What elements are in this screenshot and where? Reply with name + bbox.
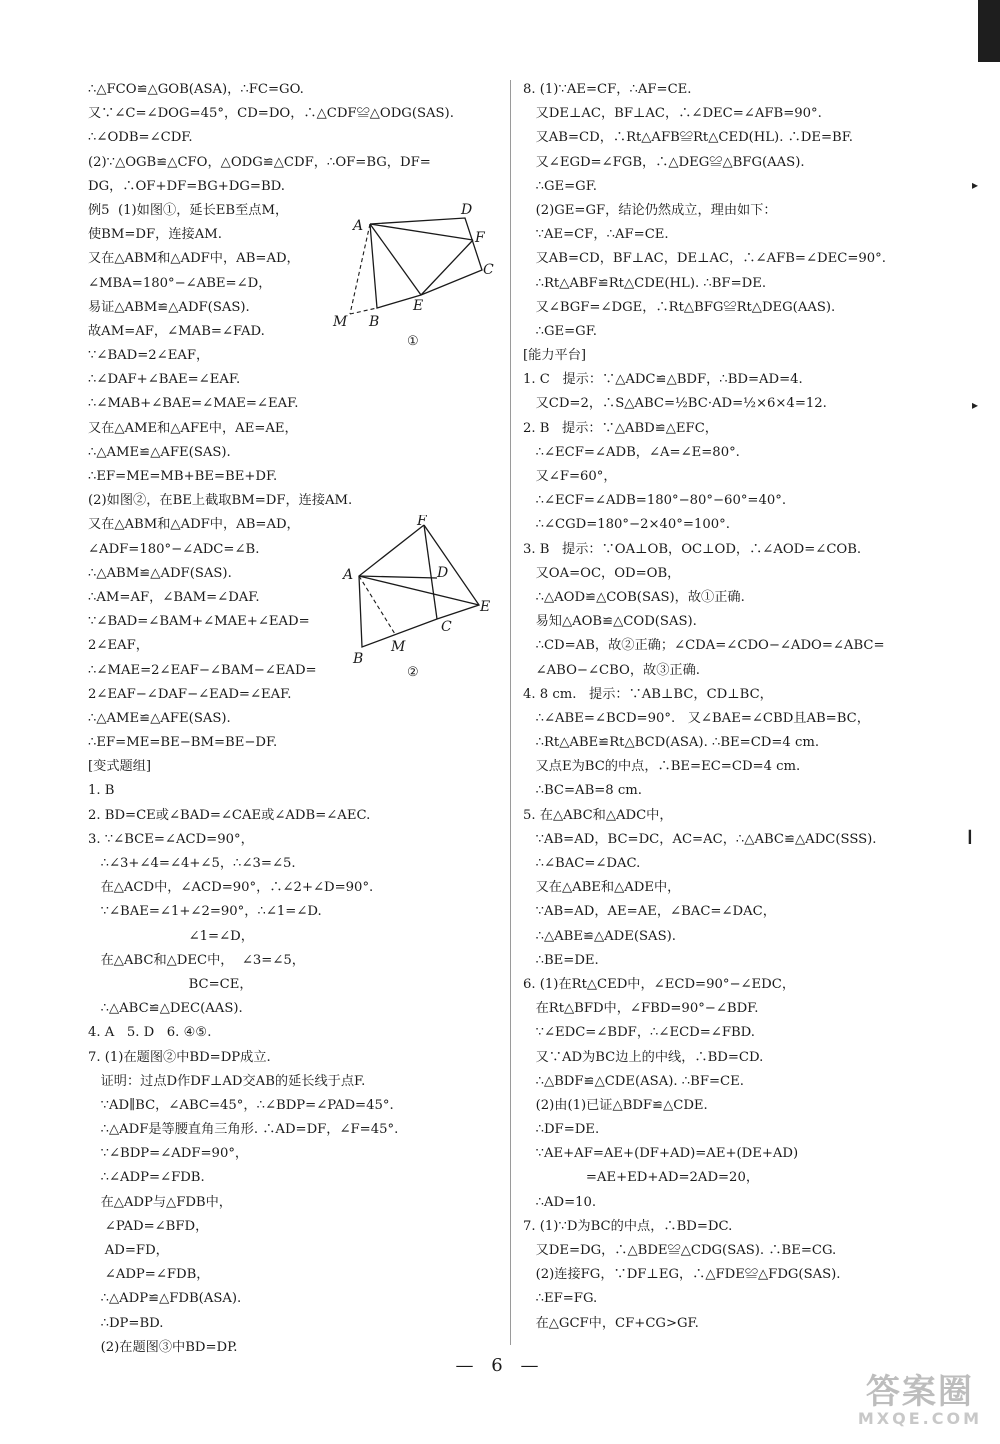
text-line: ∵AB=AD，BC=DC，AC=AC，∴△ABC≌△ADC(SSS). xyxy=(523,831,877,847)
page-number: — 6 — xyxy=(455,1355,545,1376)
text-line: 又CD=2，∴S△ABC=½BC·AD=½×6×4=12. xyxy=(523,396,827,412)
fig1-label: M xyxy=(333,314,348,330)
text-line: 又在△AME和△AFE中，AE=AE， xyxy=(88,420,298,436)
text-line: 使BM=DF，连接AM. xyxy=(88,227,222,243)
text-line: 在△ABC和△DEC中， ∠3=∠5， xyxy=(88,952,305,968)
fig1-label: B xyxy=(369,314,380,330)
text-line: 7. (1)∵D为BC的中点，∴BD=DC. xyxy=(523,1218,733,1234)
text-line: ∴EF=ME=MB+BE=BE+DF. xyxy=(88,469,278,484)
text-line: 故AM=AF，∠MAB=∠FAD. xyxy=(88,323,265,339)
text-line: 又在△ABM和△ADF中，AB=AD， xyxy=(88,517,300,533)
text-line: 2. B 提示：∵△ABD≌△EFC， xyxy=(523,420,718,436)
text-line: ∴BC=AB=8 cm. xyxy=(523,783,642,799)
text-line: 又点E为BC的中点，∴BE=EC=CD=4 cm. xyxy=(523,759,801,775)
text-line: ∴Rt△ABE≌Rt△BCD(ASA). ∴BE=CD=4 cm. xyxy=(523,735,820,751)
text-line: 4. A 5. D 6. ④⑤. xyxy=(88,1025,212,1041)
text-line: 1. C 提示：∵△ADC≌△BDF，∴BD=AD=4. xyxy=(523,372,803,388)
watermark-logo xyxy=(857,1372,982,1428)
text-line: ∴∠ECF=∠ADB，∠A=∠E=80°. xyxy=(523,444,740,460)
margin-mark: ▎ xyxy=(968,830,978,844)
text-line: ∵∠EDC=∠BDF，∴∠ECD=∠FBD. xyxy=(523,1025,755,1041)
text-line: 在△GCF中，CF+CG>GF. xyxy=(523,1315,699,1331)
fig1-label: C xyxy=(483,262,494,278)
text-line: 在△ACD中，∠ACD=90°，∴∠2+∠D=90°. xyxy=(88,880,374,896)
text-line: 又∵AD为BC边上的中线，∴BD=CD. xyxy=(523,1049,764,1065)
column-divider xyxy=(510,80,511,1345)
text-line: (2)GE=GF，结论仍然成立，理由如下： xyxy=(523,202,777,218)
figure-1-caption: ① xyxy=(407,334,419,349)
text-line: ∠ADF=180°−∠ADC=∠B. xyxy=(88,541,260,557)
text-line: ∴△BDF≌△CDE(ASA). ∴BF=CE. xyxy=(523,1073,744,1089)
text-line: ∴∠CGD=180°−2×40°=100°. xyxy=(523,517,730,533)
text-line: 2. BD=CE或∠BAD=∠CAE或∠ADB=∠AEC. xyxy=(88,807,371,823)
figure-1-diagram xyxy=(325,200,505,350)
text-line: ∴△AME≌△AFE(SAS). xyxy=(88,710,231,726)
text-line: ∴∠ECF=∠ADB=180°−80°−60°=40°. xyxy=(523,493,787,509)
text-line: ∠PAD=∠BFD， xyxy=(88,1218,209,1234)
text-line: ∴AM=AF，∠BAM=∠DAF. xyxy=(88,589,260,605)
text-line: [变式题组] xyxy=(88,759,152,775)
text-line: 8. (1)∵AE=CF，∴AF=CE. xyxy=(523,82,692,97)
text-line: 5. 在△ABC和△ADC中， xyxy=(523,807,673,823)
text-line: ∵∠BAD=∠BAM+∠MAE+∠EAD= xyxy=(88,614,310,630)
fig2-label: D xyxy=(437,565,449,581)
text-line: =AE+ED+AD=2AD=20， xyxy=(523,1170,760,1186)
right-column xyxy=(523,78,943,1336)
text-line: 又AB=CD，BF⊥AC，DE⊥AC，∴∠AFB=∠DEC=90°. xyxy=(523,251,886,267)
text-line: ∴△ABE≌△ADE(SAS). xyxy=(523,928,676,944)
watermark-url: MXQE.COM xyxy=(857,1408,982,1428)
fig2-label: B xyxy=(353,651,364,667)
text-line: ∵AB=AD，AE=AE，∠BAC=∠DAC， xyxy=(523,904,776,920)
text-line: (2)∵△OGB≌△CFO，△ODG≌△CDF，∴OF=BG，DF= xyxy=(88,154,431,170)
text-line: 又在△ABE和△ADE中， xyxy=(523,880,681,896)
text-line: 易证△ABM≌△ADF(SAS). xyxy=(88,299,250,315)
watermark-text: 答案圈 xyxy=(865,1372,974,1412)
text-line: ∴∠MAB+∠BAE=∠MAE=∠EAF. xyxy=(88,396,299,412)
text-line: 例5 (1)如图①，延长EB至点M， xyxy=(88,202,289,218)
text-line: ∴AD=10. xyxy=(523,1194,597,1210)
text-line: ∴△ABM≌△ADF(SAS). xyxy=(88,565,232,581)
text-line: ∵AD∥BC，∠ABC=45°，∴∠BDP=∠PAD=45°. xyxy=(88,1097,394,1113)
text-line: ∴∠MAE=2∠EAF−∠BAM−∠EAD= xyxy=(88,662,317,678)
fig1-label: F xyxy=(475,230,485,246)
figure-2 xyxy=(337,515,507,695)
text-line: (2)连接FG，∵DF⊥EG，∴△FDE≌△FDG(SAS). xyxy=(523,1267,841,1283)
text-line: ∴△ADP≌△FDB(ASA). xyxy=(88,1291,242,1307)
text-line: ∴△AME≌△AFE(SAS). xyxy=(88,444,231,460)
figure-2-diagram xyxy=(337,515,507,675)
text-line: ∵∠BAD=2∠EAF， xyxy=(88,348,210,364)
text-line: (2)在题图③中BD=DP. xyxy=(88,1339,238,1355)
text-line: ∠MBA=180°−∠ABE=∠D， xyxy=(88,275,272,291)
text-line: (2)由(1)已证△BDF≌△CDE. xyxy=(523,1097,708,1113)
text-line: ∴∠ODB=∠CDF. xyxy=(88,130,193,146)
fig2-label: A xyxy=(343,567,354,583)
text-line: ∵∠BDP=∠ADF=90°， xyxy=(88,1146,249,1162)
fig2-label: M xyxy=(391,639,406,655)
text-line: ∴EF=ME=BE−BM=BE−DF. xyxy=(88,735,278,751)
text-line: (2)如图②，在BE上截取BM=DF，连接AM. xyxy=(88,493,353,509)
text-line: 3. B 提示：∵OA⊥OB，OC⊥OD，∴∠AOD=∠COB. xyxy=(523,541,862,557)
text-line: ∴△ABC≌△DEC(AAS). xyxy=(88,1001,243,1017)
figure-1 xyxy=(325,200,505,350)
text-line: ∴GE=GF. xyxy=(523,178,597,194)
text-line: ∴∠ABE=∠BCD=90°. 又∠BAE=∠CBD且AB=BC， xyxy=(523,710,870,726)
margin-mark: ▸ xyxy=(971,178,978,192)
text-line: [能力平台] xyxy=(523,348,587,364)
text-line: ∠ABO−∠CBO，故③正确. xyxy=(523,662,700,678)
text-line: ∴∠ADP=∠FDB. xyxy=(88,1170,205,1186)
text-line: ∴EF=FG. xyxy=(523,1291,598,1307)
text-line: 又∠BGF=∠DGE，∴Rt△BFG≌Rt△DEG(AAS). xyxy=(523,299,836,315)
text-line: ∴△ADF是等腰直角三角形. ∴AD=DF，∠F=45°. xyxy=(88,1122,399,1138)
fig2-label: C xyxy=(441,619,452,635)
text-line: 又DE=DG，∴△BDE≌△CDG(SAS). ∴BE=CG. xyxy=(523,1243,837,1258)
text-line: DG，∴OF+DF=BG+DG=BD. xyxy=(88,178,285,194)
text-line: 又OA=OC，OD=OB， xyxy=(523,565,681,581)
text-line: 在Rt△BFD中，∠FBD=90°−∠BDF. xyxy=(523,1001,759,1017)
fig2-label: E xyxy=(480,599,491,615)
text-line: ∵AE=CF，∴AF=CE. xyxy=(523,227,669,243)
fig1-label: A xyxy=(353,218,364,234)
text-line: ∴△AOD≌△COB(SAS)，故①正确. xyxy=(523,589,745,605)
text-line: ∴GE=GF. xyxy=(523,323,597,339)
text-line: 2∠EAF−∠DAF−∠EAD=∠EAF. xyxy=(88,686,292,702)
text-line: ∴Rt△ABF≌Rt△CDE(HL). ∴BF=DE. xyxy=(523,275,767,291)
text-line: 又∵∠C=∠DOG=45°，CD=DO，∴△CDF≌△ODG(SAS). xyxy=(88,106,454,122)
text-line: ∴CD=AB，故②正确；∠CDA=∠CDO−∠ADO=∠ABC= xyxy=(523,638,885,654)
text-line: ∴∠BAC=∠DAC. xyxy=(523,856,641,871)
text-line: ∵AE+AF=AE+(DF+AD)=AE+(DE+AD) xyxy=(523,1146,799,1162)
text-line: ∠ADP=∠FDB， xyxy=(88,1267,210,1283)
text-line: ∴DP=BD. xyxy=(88,1315,164,1331)
text-line: ∴∠DAF+∠BAE=∠EAF. xyxy=(88,372,241,388)
text-line: ∴DF=DE. xyxy=(523,1122,600,1138)
text-line: 7. (1)在题图②中BD=DP成立. xyxy=(88,1049,271,1065)
text-line: 又在△ABM和△ADF中，AB=AD， xyxy=(88,251,300,267)
text-line: 又∠F=60°， xyxy=(523,469,617,484)
text-line: 1. B xyxy=(88,783,115,799)
text-line: BC=CE， xyxy=(88,976,253,992)
figure-2-caption: ② xyxy=(407,665,419,680)
text-line: 2∠EAF， xyxy=(88,638,149,654)
text-line: AD=FD， xyxy=(88,1243,169,1258)
text-line: 6. (1)在Rt△CED中，∠ECD=90°−∠EDC， xyxy=(523,976,796,992)
text-line: ∠1=∠D， xyxy=(88,928,254,944)
text-line: 3. ∵∠BCE=∠ACD=90°， xyxy=(88,831,254,847)
text-line: 在△ADP与△FDB中， xyxy=(88,1194,232,1210)
text-line: 易知△AOB≌△COD(SAS). xyxy=(523,614,697,630)
text-line: 又AB=CD，∴Rt△AFB≌Rt△CED(HL). ∴DE=BF. xyxy=(523,130,853,146)
page-edge-tab xyxy=(978,0,1000,62)
fig1-label: E xyxy=(413,298,424,314)
text-line: ∵∠BAE=∠1+∠2=90°，∴∠1=∠D. xyxy=(88,904,322,920)
text-line: ∴△FCO≌△GOB(ASA)，∴FC=GO. xyxy=(88,82,304,97)
text-line: ∴BE=DE. xyxy=(523,952,599,968)
text-line: 4. 8 cm. 提示：∵AB⊥BC，CD⊥BC， xyxy=(523,686,773,702)
text-line: ∴∠3+∠4=∠4+∠5，∴∠3=∠5. xyxy=(88,856,296,871)
margin-mark: ▸ xyxy=(971,398,978,412)
text-line: 证明：过点D作DF⊥AD交AB的延长线于点F. xyxy=(88,1073,366,1089)
fig1-label: D xyxy=(461,202,473,218)
fig2-label: F xyxy=(417,515,427,529)
text-line: 又DE⊥AC，BF⊥AC，∴∠DEC=∠AFB=90°. xyxy=(523,106,822,122)
text-line: 又∠EGD=∠FGB，∴△DEG≌△BFG(AAS). xyxy=(523,154,805,170)
